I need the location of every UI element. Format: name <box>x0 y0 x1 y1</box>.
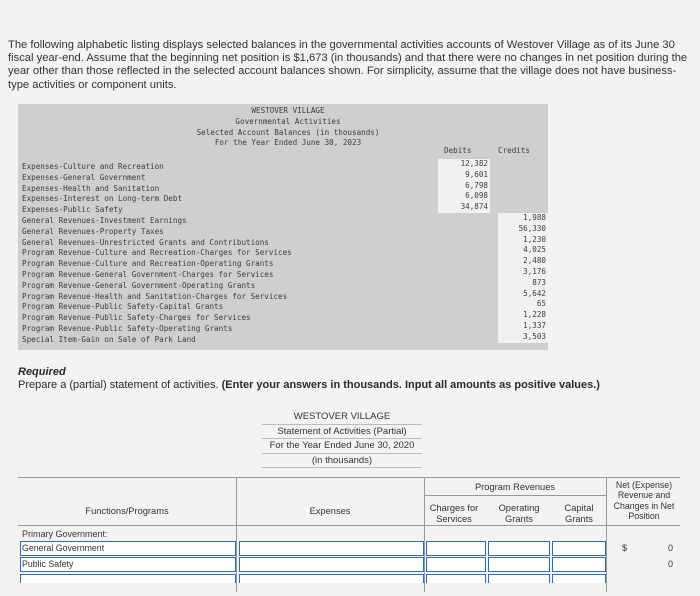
net-value: 0 <box>668 543 674 553</box>
credit-value: 1,230 <box>523 234 546 244</box>
expenses-header: Expenses <box>309 506 351 516</box>
net-value: 0 <box>668 559 674 569</box>
debit-value: 9,601 <box>465 169 488 179</box>
account-name: Program Revenue-Public Safety-Capital Grants <box>22 302 224 312</box>
problem-intro: The following alphabetic listing displays selected balances in the governmental activities accounts of Westover Village as of its June 30 fiscal year-end. Assume that the beginning net position is $1,673 (in thousands) and that there were no changes in net position during the year other than those reflected in the selected account balances shown. For simplicity, assume that the village does not have business-type activities or component units. <box>8 39 688 91</box>
account-name: Expenses-Interest on Long-term Debt <box>22 194 183 204</box>
operating-grants-header: Operating Grants <box>498 503 540 524</box>
credit-value: 2,480 <box>523 256 546 266</box>
balances-line3: Selected Account Balances (in thousands) <box>196 127 380 137</box>
section-primary-government: Primary Government: <box>22 529 108 539</box>
net-position-header: Net (Expense) Revenue and Changes in Net Position <box>613 480 675 521</box>
credits-header: Credits <box>498 146 531 155</box>
debits-header: Debits <box>444 146 472 155</box>
operating-grants-input[interactable] <box>488 574 550 583</box>
debits-column <box>438 159 490 213</box>
credits-column <box>498 213 548 343</box>
account-list <box>22 162 292 346</box>
credit-value: 1,337 <box>523 320 546 330</box>
account-name: Program Revenue-Public Safety-Operating Grants <box>22 323 233 333</box>
header-top-rule <box>18 477 680 478</box>
expenses-input[interactable] <box>239 557 424 572</box>
account-name: General Revenues-Unrestricted Grants and Contributions <box>22 237 269 247</box>
account-name: Expenses-General Government <box>22 172 146 182</box>
required-text <box>18 379 600 392</box>
account-name: Expenses-Public Safety <box>22 205 123 215</box>
debit-value: 6,798 <box>465 180 488 190</box>
charges-header: Charges for Services <box>429 503 479 524</box>
program-revenues-rule <box>424 495 606 496</box>
account-name: Expenses-Culture and Recreation <box>22 162 164 171</box>
balances-subtitle: Governmental Activities <box>235 116 341 126</box>
credit-value: 1,988 <box>523 213 546 222</box>
credit-value: 56,330 <box>518 223 546 233</box>
required-section <box>18 366 600 392</box>
account-name: Program Revenue-Health and Sanitation-Charges for Services <box>22 291 288 301</box>
credit-value: 3,503 <box>523 331 546 341</box>
statement-units: (in thousands) <box>262 454 422 469</box>
header-bottom-rule <box>18 525 680 526</box>
capital-grants-input[interactable] <box>552 557 606 572</box>
capital-grants-header: Capital Grants <box>564 503 594 524</box>
balances-line4: For the Year Ended June 30, 2023 <box>214 138 362 148</box>
statement-subtitle: Statement of Activities (Partial) <box>262 425 422 440</box>
account-name: Program Revenue-General Government-Operating Grants <box>22 280 256 290</box>
account-name: Program Revenue-Culture and Recreation-Charges for Services <box>22 248 292 258</box>
expenses-input[interactable] <box>239 574 424 583</box>
credit-value: 3,176 <box>523 266 546 276</box>
credit-value: 4,025 <box>523 245 546 255</box>
operating-grants-input[interactable] <box>488 541 550 556</box>
row-label: Public Safety <box>22 559 74 569</box>
col-divider <box>424 477 425 592</box>
credit-value: 65 <box>536 299 546 309</box>
operating-grants-input[interactable] <box>488 557 550 572</box>
account-name: Program Revenue-Culture and Recreation-Operating Grants <box>22 259 274 269</box>
capital-grants-input[interactable] <box>552 541 606 556</box>
col-divider <box>236 477 237 592</box>
row-label-input[interactable] <box>20 541 236 556</box>
balances-header <box>18 106 558 149</box>
credit-value: 5,642 <box>523 288 546 298</box>
statement-header <box>262 410 422 468</box>
row-label-input[interactable] <box>20 574 236 583</box>
debit-value: 34,874 <box>460 202 488 212</box>
charges-input[interactable] <box>426 541 486 556</box>
capital-grants-input[interactable] <box>552 574 606 583</box>
account-name: General Revenues-Investment Earnings <box>22 215 187 225</box>
debit-value: 12,382 <box>460 159 488 168</box>
credit-value: 1,228 <box>523 310 546 320</box>
functions-programs-header: Functions/Programs <box>85 506 169 516</box>
required-instruction: (Enter your answers in thousands. Input all amounts as positive values.) <box>221 379 600 391</box>
account-name: Expenses-Health and Sanitation <box>22 183 160 193</box>
charges-input[interactable] <box>426 574 486 583</box>
expenses-input[interactable] <box>239 541 424 556</box>
required-task: Prepare a (partial) statement of activities. <box>18 379 219 391</box>
col-divider <box>606 477 607 592</box>
program-revenues-header: Program Revenues <box>474 482 556 492</box>
account-name: Program Revenue-Public Safety-Charges for Services <box>22 313 251 323</box>
account-balances-image <box>18 104 548 350</box>
statement-period: For the Year Ended June 30, 2020 <box>262 439 422 454</box>
required-label: Required <box>18 366 66 378</box>
account-name: Program Revenue-General Government-Charges for Services <box>22 269 274 279</box>
row-label-input[interactable] <box>20 557 236 572</box>
statement-title: WESTOVER VILLAGE <box>262 410 422 425</box>
debit-value: 6,098 <box>465 191 488 201</box>
balances-title: WESTOVER VILLAGE <box>251 106 325 115</box>
credit-value: 873 <box>532 277 546 287</box>
account-name: Special Item-Gain on Sale of Park Land <box>22 334 196 344</box>
charges-input[interactable] <box>426 557 486 572</box>
account-name: General Revenues-Property Taxes <box>22 226 164 236</box>
row-label: General Government <box>22 543 105 553</box>
dollar-sign: $ <box>622 543 628 553</box>
